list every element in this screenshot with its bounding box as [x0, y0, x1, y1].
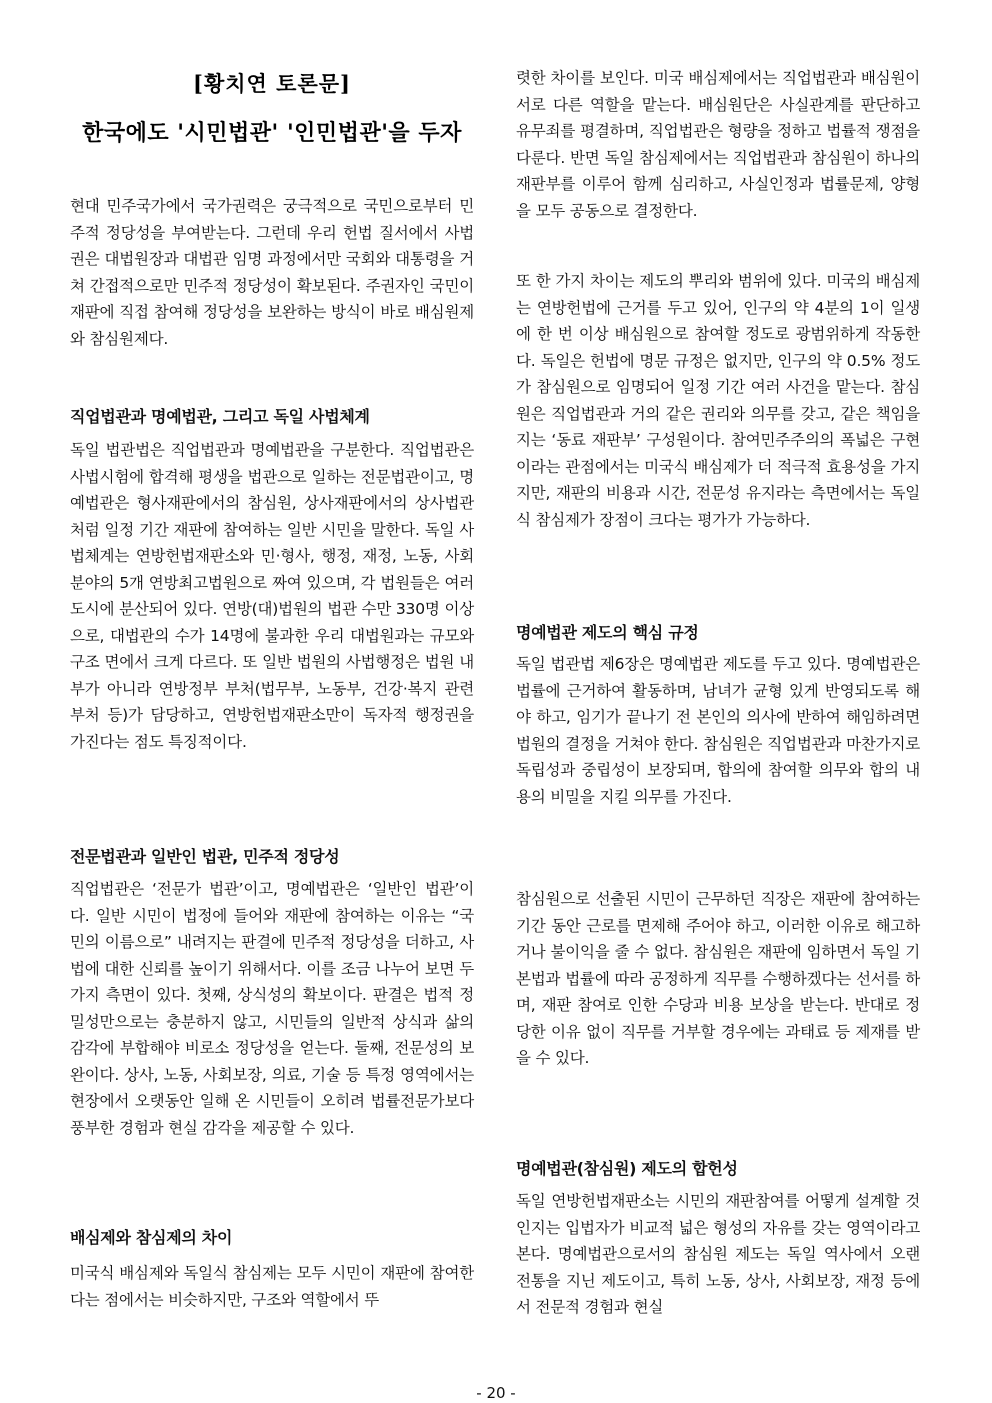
employment-paragraph: 참심원으로 선출된 시민이 근무하던 직장은 재판에 참여하는 기간 동안 근로를 면제해 주어야 하고, 이러한 이유로 해고하거나 불이익을 줄 수 없다. 참심원은 재판에 임하면서 독일 기본법과 법률에 따라 공정하게 직무를 수행하겠다는 선서를 하며, 재판 참여로 인한 수당과 비용 보상을 받는다. 반대로 정당한 이유 없이 직무를 거부할 경우에는 과태료 등 제재를 받을 수 있다.	[516, 890, 920, 1067]
section-4-paragraph: 독일 법관법 제6장은 명예법관 제도를 두고 있다. 명예법관은 법률에 근거하여 활동하며, 남녀가 균형 있게 반영되도록 해야 하고, 임기가 끝나기 전 본인의 의사에 반하여 해임하려면 법원의 결정을 거쳐야 한다. 참심원은 직업법관과 마찬가지로 독립성과 중립성이 보장되며, 합의에 참여할 의무와 합의 내용의 비밀을 지킬 의무를 가진다.	[516, 655, 920, 806]
continuation-paragraph: 렷한 차이를 보인다. 미국 배심제에서는 직업법관과 배심원이 서로 다른 역할을 맡는다. 배심원단은 사실관계를 판단하고 유무죄를 평결하며, 직업법관은 형량을 정하고 법률적 쟁점을 다룬다. 반면 독일 참심제에서는 직업법관과 참심원이 하나의 재판부를 이루어 함께 심리하고, 사실인정과 법률문제, 양형을 모두 공동으로 결정한다.	[516, 69, 920, 220]
section-heading-2: 전문법관과 일반인 법관, 민주적 정당성	[70, 847, 340, 866]
section-heading-4: 명예법관 제도의 핵심 규정	[516, 623, 699, 642]
section-5-paragraph: 독일 연방헌법재판소는 시민의 재판참여를 어떻게 설계할 것인지는 입법자가 비교적 넓은 형성의 자유를 갖는 영역이라고 본다. 명예법관으로서의 참심원 제도는 독일 역사에서 오랜 전통을 지닌 제도이고, 특히 노동, 상사, 사회보장, 재정 등에서 전문적 경험과 현실	[516, 1192, 920, 1316]
section-heading-3: 배심제와 참심제의 차이	[70, 1228, 233, 1247]
section-3-paragraph: 미국식 배심제와 독일식 참심제는 모두 시민이 재판에 참여한다는 점에서는 비슷하지만, 구조와 역할에서 뚜	[70, 1264, 474, 1309]
document-subtitle: 한국에도 '시민법관' '인민법관'을 두자	[82, 120, 462, 146]
section-heading-1: 직업법관과 명예법관, 그리고 독일 사법체계	[70, 407, 370, 426]
section-1-paragraph: 독일 법관법은 직업법관과 명예법관을 구분한다. 직업법관은 사법시험에 합격해 평생을 법관으로 일하는 전문법관이고, 명예법관은 형사재판에서의 참심원, 상사재판에서의 상사법관처럼 일정 기간 재판에 참여하는 일반 시민을 말한다. 독일 사법체계는 연방헌법재판소와 민·형사, 행정, 재정, 노동, 사회 분야의 5개 연방최고법원으로 짜여 있으며, 각 법원들은 여러 도시에 분산되어 있다. 연방(대)법원의 법관 수만 330명 이상으로, 대법관의 수가 14명에 불과한 우리 대법원과는 규모와 구조 면에서 크게 다르다. 또 일반 법원의 사법행정은 법원 내부가 아니라 연방정부 부처(법무부, 노동부, 건강·복지 관련 부처 등)가 담당하고, 연방헌법재판소만이 독자적 행정권을 가진다는 점도 특징적이다.	[70, 441, 474, 751]
page-number: - 20 -	[476, 1384, 516, 1402]
intro-paragraph: 현대 민주국가에서 국가권력은 궁극적으로 국민으로부터 민주적 정당성을 부여받는다. 그런데 우리 헌법 질서에서 사법권은 대법원장과 대법관 임명 과정에서만 국회와 대통령을 거쳐 간접적으로만 민주적 정당성이 확보된다. 주권자인 국민이 재판에 직접 참여해 정당성을 보완하는 방식이 바로 배심원제와 참심원제다.	[70, 197, 474, 348]
section-2-paragraph: 직업법관은 ‘전문가 법관’이고, 명예법관은 ‘일반인 법관’이다. 일반 시민이 법정에 들어와 재판에 참여하는 이유는 “국민의 이름으로” 내려지는 판결에 민주적 정당성을 더하고, 사법에 대한 신뢰를 높이기 위해서다. 이를 조금 나누어 보면 두 가지 측면이 있다. 첫째, 상식성의 확보이다. 판결은 법적 정밀성만으로는 충분하지 않고, 시민들의 일반적 상식과 삶의 감각에 부합해야 비로소 정당성을 얻는다. 둘째, 전문성의 보완이다. 상사, 노동, 사회보장, 의료, 기술 등 특정 영역에서는 현장에서 오랫동안 일해 온 시민들이 오히려 법률전문가보다 풍부한 경험과 현실 감각을 제공할 수 있다.	[70, 880, 474, 1137]
document-title: [황치연 토론문]	[193, 71, 351, 96]
comparison-paragraph: 또 한 가지 차이는 제도의 뿌리와 범위에 있다. 미국의 배심제는 연방헌법에 근거를 두고 있어, 인구의 약 4분의 1이 일생에 한 번 이상 배심원으로 참여할 정도로 광범위하게 작동한다. 독일은 헌법에 명문 규정은 없지만, 인구의 약 0.5% 정도가 참심원으로 임명되어 일정 기간 여러 사건을 맡는다. 참심원은 직업법관과 거의 같은 권리와 의무를 갖고, 같은 책임을 지는 ‘동료 재판부’ 구성원이다. 참여민주주의의 폭넓은 구현이라는 관점에서는 미국식 배심제가 더 적극적 효용성을 가지지만, 재판의 비용과 시간, 전문성 유지라는 측면에서는 독일식 참심제가 장점이 크다는 평가가 가능하다.	[516, 272, 920, 529]
section-heading-5: 명예법관(참심원) 제도의 합헌성	[516, 1159, 738, 1178]
